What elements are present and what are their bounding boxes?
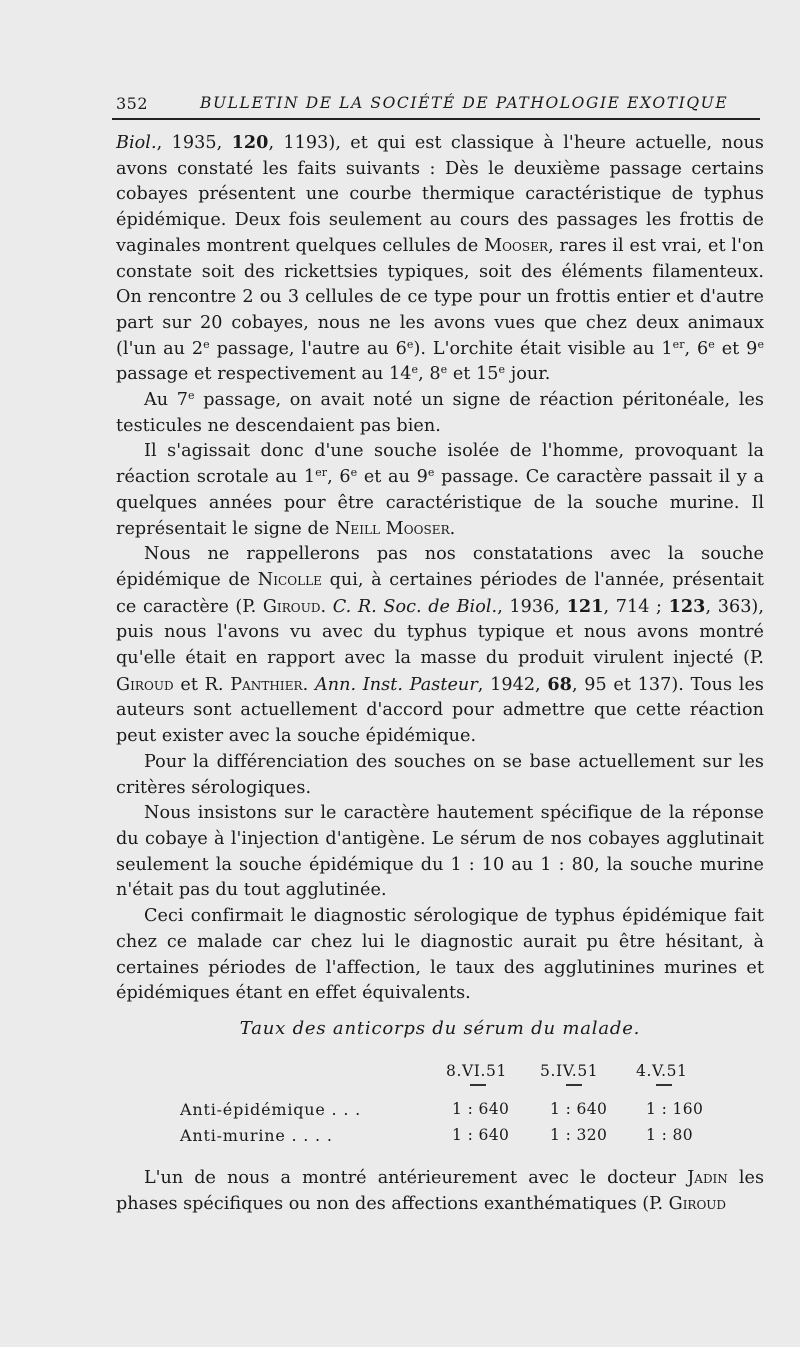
table-cell: 1 : 640 — [550, 1100, 608, 1118]
paragraph-1: Biol., 1935, 120, 1193), et qui est classique à l'heure actuelle, nous avons constaté les faits suivants : Dès le deuxième passage certains cobayes présentent une courbe thermique caractéristique de typhus épidémique. Deux fois seulement au cours des passages les frottis de vaginales montrent quelques cellules de Mooser, rares il est vrai, et l'on constate soit des rickettsies typiques, soit des éléments filamenteux. On rencontre 2 ou 3 cellules de ce type pour un frottis entier et d'autre part sur 20 cobayes, nous ne les avons vues que chez deux animaux (l'un au 2e passage, l'autre au 6e). L'orchite était visible au 1er, 6e et 9e passage et respectivement au 14e, 8e et 15e jour. — [116, 132, 765, 385]
citation-volume: 68 — [547, 673, 572, 695]
table-cell: 1 : 80 — [646, 1126, 694, 1144]
citation-journal: Biol. — [116, 133, 157, 153]
closing-paragraph: L'un de nous a montré antérieurement avec le docteur Jadin les phases spécifiques ou non des affections exanthématiques (P. Giroud — [116, 1168, 764, 1214]
column-header: 8.VI.51 — [446, 1062, 507, 1080]
citation-volume: 123 — [668, 595, 706, 617]
author-name: Giroud — [668, 1193, 727, 1214]
column-header: 5.IV.51 — [540, 1062, 599, 1080]
table-cell: 1 : 160 — [646, 1100, 704, 1118]
row-label: Anti-murine . . . . — [180, 1126, 333, 1145]
column-dash — [470, 1084, 486, 1086]
paragraph-3: Il s'agissait donc d'une souche isolée de l'homme, provoquant la réaction scrotale au 1er, 6e et au 9e passage. Ce caractère passait il y a quelques années pour être caractéristique de la souche murine. Il représentait le signe de Neill Mooser. — [116, 441, 764, 539]
article-body — [116, 130, 764, 1007]
row-label: Anti-épidémique . . . — [180, 1100, 361, 1119]
citation-journal: Ann. Inst. Pasteur — [314, 674, 478, 695]
citation-journal: C. R. Soc. de Biol. — [332, 596, 498, 617]
author-name: Jadin — [687, 1168, 728, 1188]
table-cell: 1 : 640 — [452, 1126, 510, 1144]
header-rule — [112, 118, 760, 120]
running-header — [116, 94, 758, 118]
citation-volume: 121 — [566, 595, 604, 617]
column-dash — [656, 1084, 672, 1086]
journal-title: BULLETIN DE LA SOCIÉTÉ DE PATHOLOGIE EXOTIQUE — [200, 94, 729, 112]
paragraph-5: Pour la différenciation des souches on se base actuellement sur les critères sérologiques. — [116, 751, 764, 798]
paragraph-6: Nous insistons sur le caractère hautement spécifique de la réponse du cobaye à l'injection d'antigène. Le sérum de nos cobayes agglutinait seulement la souche épidémique du 1 : 10 au 1 : 80, la souche murine n'était pas du tout agglutinée. — [116, 803, 764, 901]
author-name: Panthier — [230, 674, 303, 695]
author-name: Nicolle — [257, 569, 322, 590]
author-name: Giroud — [262, 596, 321, 617]
citation-volume: 120 — [231, 132, 269, 153]
paragraph-7: Ceci confirmait le diagnostic sérologique de typhus épidémique fait chez ce malade car chez lui le diagnostic aurait pu être hésitant, à certaines périodes de l'affection, le taux des agglutinines murines et épidémiques étant en effet équivalents. — [116, 906, 764, 1004]
column-header: 4.V.51 — [636, 1062, 688, 1080]
author-name: Neill Mooser — [334, 518, 450, 539]
table-title: Taux des anticorps du sérum du malade. — [239, 1018, 641, 1039]
paragraph-4: Nous ne rappellerons pas nos constatations avec la souche épidémique de Nicolle qui, à certaines périodes de l'année, présentait ce caractère (P. Giroud. C. R. Soc. de Biol., 1936, 121, 714 ; 123, 363), puis nous l'avons vu avec du typhus typique et nous avons montré qu'elle était en rapport avec la masse du produit virulent injecté (P. Giroud et R. Panthier. Ann. Inst. Pasteur, 1942, 68, 95 et 137). Tous les auteurs sont actuellement d'accord pour admettre que cette réaction peut exister avec la souche épidémique. — [116, 544, 765, 747]
table-cell: 1 : 640 — [452, 1100, 510, 1118]
author-name: Giroud — [116, 674, 174, 695]
column-dash — [566, 1084, 582, 1086]
page-number: 352 — [116, 94, 149, 113]
paragraph-2: Au 7e passage, on avait noté un signe de réaction péritonéale, les testicules ne descendaient pas bien. — [116, 389, 764, 436]
table-cell: 1 : 320 — [550, 1126, 608, 1144]
author-name: Mooser — [484, 235, 549, 256]
